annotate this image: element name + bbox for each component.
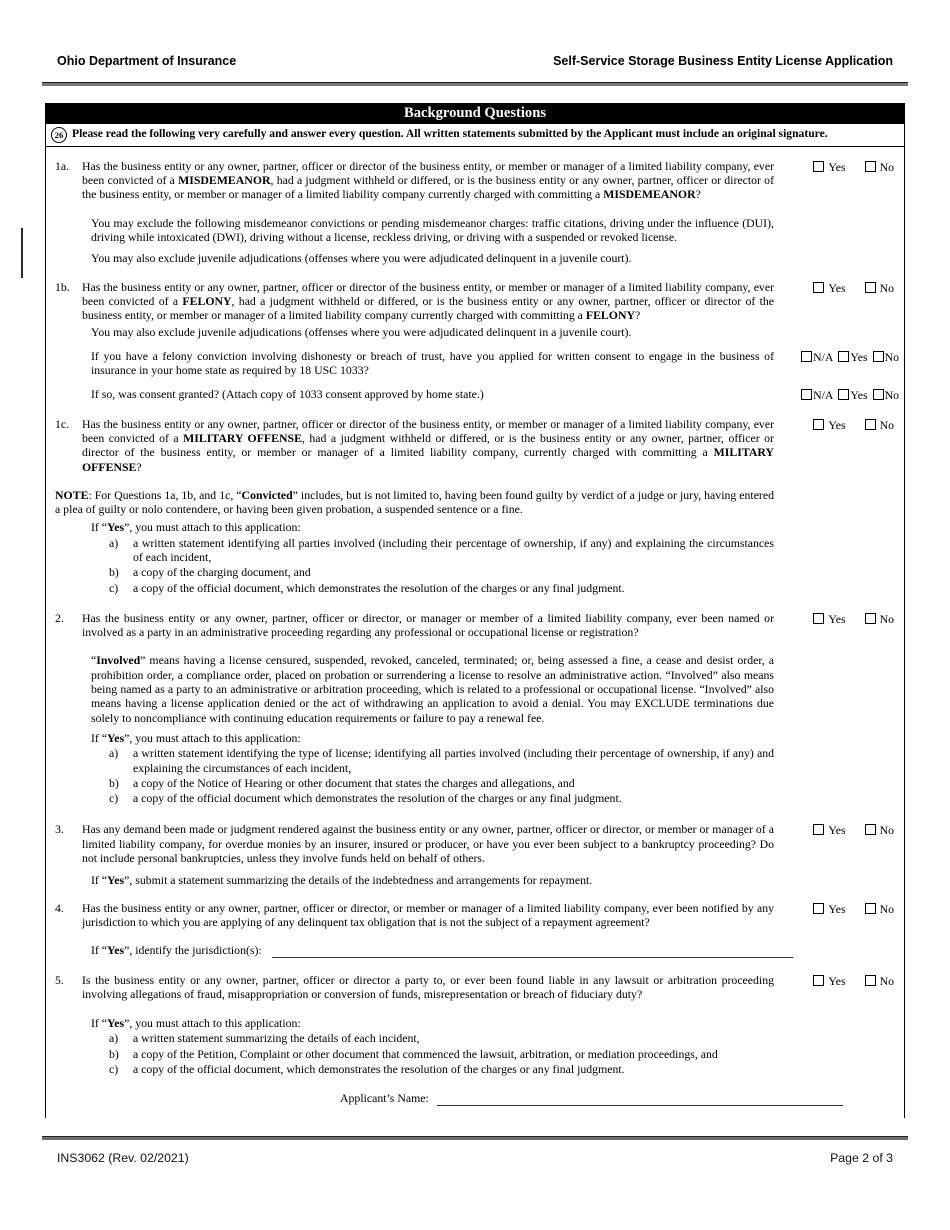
question-text <box>82 417 774 474</box>
checkbox-label: Yes <box>828 159 846 174</box>
checkbox-option <box>838 388 867 402</box>
question-row <box>46 901 904 930</box>
checkbox-label: No <box>879 611 894 626</box>
checkbox-option <box>813 281 845 295</box>
checkbox-option <box>813 160 845 174</box>
attachment-item-label: c) <box>109 580 119 595</box>
checkbox[interactable] <box>865 975 876 986</box>
question-number: 4. <box>55 900 64 915</box>
checkbox[interactable] <box>813 613 824 624</box>
note-paragraph <box>55 488 774 517</box>
page-footer <box>57 1151 893 1165</box>
checkbox-label: N/A <box>813 349 834 364</box>
attachment-item-text <box>133 536 774 565</box>
question-text <box>82 822 774 865</box>
attachment-item-label: c) <box>109 791 119 806</box>
question-number: 1b. <box>55 279 70 294</box>
page-header <box>57 55 893 69</box>
text-segment: “ <box>91 653 97 668</box>
checkbox[interactable] <box>865 419 876 430</box>
question-row <box>46 159 904 202</box>
question-number-badge: 26 <box>51 127 67 143</box>
question-text <box>82 280 774 323</box>
checkbox[interactable] <box>813 824 824 835</box>
question-text <box>82 159 774 202</box>
checkbox[interactable] <box>813 419 824 430</box>
question-row <box>46 973 904 1002</box>
question-number: 5. <box>55 972 64 987</box>
checkbox[interactable] <box>865 824 876 835</box>
attachment-item-text <box>133 1031 774 1045</box>
checkbox-option <box>865 160 894 174</box>
answer-options <box>774 387 904 402</box>
checkbox-option <box>813 823 845 837</box>
attachment-item-label: a) <box>109 535 119 550</box>
text-segment: FELONY <box>585 308 636 323</box>
answer-options <box>774 280 904 295</box>
checkbox-option <box>865 823 894 837</box>
checkbox-label: Yes <box>828 973 846 988</box>
explanatory-paragraph <box>91 325 774 339</box>
text-segment: ? <box>695 187 701 202</box>
text-segment: a copy of the official document, which demonstrates the resolution of the charges or any final judgment. <box>133 580 625 595</box>
page-indicator: Page 2 of 3 <box>830 1150 893 1165</box>
text-segment: NOTE <box>55 487 89 502</box>
question-number: 3. <box>55 822 64 837</box>
attachment-instructions <box>91 520 774 594</box>
attachment-item-label: a) <box>109 746 119 761</box>
background-questions-box <box>45 124 905 1118</box>
attachment-item-label: c) <box>109 1062 119 1076</box>
checkbox[interactable] <box>801 351 812 362</box>
attachment-item-label: b) <box>109 1046 119 1061</box>
checkbox-label: N/A <box>813 388 834 403</box>
answer-options <box>774 901 904 916</box>
attachment-item-label: b) <box>109 565 119 580</box>
checkbox-label: Yes <box>828 417 846 432</box>
explanatory-paragraph <box>91 653 774 724</box>
checkbox-label: No <box>884 349 899 364</box>
checkbox-option <box>813 902 845 916</box>
section-title: Background Questions <box>403 104 547 121</box>
checkbox-label: No <box>879 417 894 432</box>
text-segment: FELONY <box>182 293 232 308</box>
checkbox-option <box>801 350 833 364</box>
attachment-instructions <box>91 731 774 805</box>
attachment-intro <box>91 1016 774 1030</box>
text-segment: ? <box>635 308 641 323</box>
checkbox[interactable] <box>865 282 876 293</box>
text-segment: Involved <box>96 653 141 668</box>
text-segment: , had a judgment withheld or differed, or is the business entity or any owner, partner, officer or director of the business entity, or member or manager of a limited liability company, currently charged with committing a <box>82 430 774 460</box>
text-segment: Yes <box>107 943 125 958</box>
checkbox-label: No <box>884 388 899 403</box>
attachment-item <box>109 565 774 579</box>
jurisdiction-field-row <box>91 943 793 957</box>
text-segment: MILITARY OFFENSE <box>183 430 302 445</box>
question-number: 1c. <box>55 416 70 431</box>
attachment-item-text <box>133 1062 774 1076</box>
checkbox[interactable] <box>873 389 884 400</box>
applicant-name-row <box>340 1091 904 1105</box>
checkbox-option <box>873 350 899 364</box>
question-row <box>46 822 904 865</box>
checkbox[interactable] <box>838 389 849 400</box>
checkbox-label: No <box>879 280 894 295</box>
text-segment: If you have a felony conviction involving dishonesty or breach of trust, have you applied for written consent to engage in the business of insurance in your home state as required by 18 USC 1033? <box>91 348 774 378</box>
text-segment: ”, identify the jurisdiction(s): <box>124 943 262 958</box>
applicant-name-label: Applicant’s Name: <box>340 1091 429 1106</box>
question-text <box>82 901 774 930</box>
attachment-intro <box>91 520 774 534</box>
text-segment: You may also exclude juvenile adjudications (offenses where you were adjudicated delinquent in a juvenile court). <box>91 325 632 340</box>
checkbox-option <box>813 418 845 432</box>
attachment-item <box>109 746 774 775</box>
checkbox[interactable] <box>801 389 812 400</box>
text-segment: If “ <box>91 730 108 745</box>
form-number: INS3062 (Rev. 02/2021) <box>57 1150 189 1165</box>
checkbox[interactable] <box>813 282 824 293</box>
checkbox-option <box>865 974 894 988</box>
text-segment: ”, submit a statement summarizing the details of the indebtedness and arrangements for repayment. <box>124 873 593 888</box>
agency-name: Ohio Department of Insurance <box>57 54 237 68</box>
attachment-item-text <box>133 776 774 790</box>
checkbox-label: No <box>879 901 894 916</box>
attachment-item <box>109 1031 774 1045</box>
text-segment: , had a judgment withheld or differed, or is the business entity or any owner, partner, officer or director of the business entity, or member or manager of a limited liability company currently charged with committing a <box>82 173 774 202</box>
attachment-intro <box>91 731 774 745</box>
text-segment: You may also exclude juvenile adjudications (offenses where you were adjudicated delinquent in a juvenile court). <box>91 251 632 266</box>
checkbox-option <box>813 612 845 626</box>
attachment-item <box>109 536 774 565</box>
answer-options <box>774 611 904 626</box>
text-segment: a copy of the Notice of Hearing or other document that states the charges and allegations, and <box>133 775 575 790</box>
checkbox[interactable] <box>813 161 824 172</box>
form-title: Self-Service Storage Business Entity License Application <box>553 54 893 68</box>
explanatory-paragraph <box>91 251 774 265</box>
text-segment: Has the business entity or any owner, partner, officer or director of the business entity, or member or manager of a limited liability company, ever been convicted of a <box>82 416 774 445</box>
text-segment: ” means having a license censured, suspended, revoked, canceled, terminated; or, being assessed a fine, a cease and desist order, a prohibition order, a compliance order, placed on probation or surrendering a license to resolve an administrative action. “Involved” also means being named as a party to an administrative or arbitration proceeding, which is related to a professional or occupational license. “Involved” also means having a license application denied or the act of withdrawing an application to avoid a denial. You may EXCLUDE terminations due solely to noncompliance with continuing education requirements or failure to pay a renewal fee. <box>91 653 774 725</box>
header-divider <box>42 82 908 86</box>
attachment-item <box>109 791 774 805</box>
text-segment: Convicted <box>241 487 293 502</box>
text-segment: If “ <box>91 943 108 958</box>
checkbox-label: Yes <box>828 823 846 838</box>
checkbox-option <box>838 350 867 364</box>
text-segment: If “ <box>91 520 108 535</box>
checkbox-option <box>873 388 899 402</box>
checkbox-option <box>865 281 894 295</box>
text-segment: : For Questions 1a, 1b, and 1c, “ <box>88 487 242 502</box>
text-segment: Has the business entity or any owner, partner, officer or director of the business entity, or member or manager of a limited liability company, ever been convicted of a <box>82 158 774 188</box>
text-segment: Yes <box>107 873 125 888</box>
text-segment: MISDEMEANOR <box>178 173 271 188</box>
checkbox-label: Yes <box>828 901 846 916</box>
text-segment: ” includes, but is not limited to, having been found guilty by verdict of a judge or jury, having entered a plea of guilty or nolo contendere, or having been given probation, a suspended sentence or a fine. <box>55 487 774 517</box>
attachment-item-text <box>133 565 774 579</box>
text-segment: a copy of the Petition, Complaint or other document that commenced the lawsuit, arbitration, or mediation proceedings, and <box>133 1046 718 1061</box>
text-segment: Yes <box>107 520 125 535</box>
attachment-item-label: b) <box>109 775 119 790</box>
question-text <box>82 611 774 640</box>
text-segment: If so, was consent granted? (Attach copy of 1033 consent approved by home state.) <box>91 387 484 402</box>
field-label <box>91 943 262 957</box>
text-segment: Has any demand been made or judgment rendered against the business entity or any owner, partner, officer or director, or member or manager of a limited liability company, for overdue monies by an insurer, insured or producer, or have you ever been subject to a bankruptcy proceeding? Do not include personal bankruptcies, unless they involve funds held on behalf of others. <box>82 822 774 866</box>
attachment-item-text <box>133 581 774 595</box>
question-text <box>91 349 774 378</box>
instruction-text: Please read the following very carefully and answer every question. All written statements submitted by the Applicant must include an original signature. <box>72 126 828 140</box>
applicant-name-input-line[interactable] <box>437 1093 843 1106</box>
attachment-item <box>109 776 774 790</box>
footer-divider <box>42 1136 908 1140</box>
answer-options <box>774 417 904 432</box>
attachment-item <box>109 581 774 595</box>
text-segment: ? <box>136 459 142 474</box>
checkbox[interactable] <box>865 613 876 624</box>
text-segment: If “ <box>91 873 108 888</box>
checkbox[interactable] <box>838 351 849 362</box>
question-row <box>46 611 904 640</box>
section-title-bar <box>45 103 905 124</box>
answer-options <box>774 973 904 988</box>
attachment-item <box>109 1047 774 1061</box>
attachment-item <box>109 1062 774 1076</box>
scan-artifact-line <box>21 228 23 278</box>
subquestion-row <box>46 387 904 402</box>
question-text <box>82 973 774 1002</box>
question-row <box>46 280 904 323</box>
text-segment: Has the business entity or any owner, partner, officer or director of the business entity, or member or manager of a limited liability company, ever been convicted of a <box>82 279 774 308</box>
attachment-instructions <box>91 1016 774 1076</box>
checkbox-option <box>865 902 894 916</box>
checkbox[interactable] <box>873 351 884 362</box>
attachment-item-text <box>133 791 774 805</box>
checkbox[interactable] <box>813 975 824 986</box>
checkbox-label: Yes <box>850 388 868 403</box>
text-segment: MISDEMEANOR <box>603 187 696 202</box>
subquestion-row <box>46 349 904 378</box>
explanatory-paragraph <box>91 216 774 245</box>
question-number: 2. <box>55 610 64 625</box>
text-segment: Has the business entity or any owner, partner, officer or director, or manager or member of a limited liability company, ever been named or involved as a party in an administrative proceeding regarding any professional or occupational license or registration? <box>82 610 774 640</box>
attachment-item-label: a) <box>109 1031 119 1046</box>
text-segment: Yes <box>107 730 125 745</box>
checkbox-option <box>865 418 894 432</box>
text-segment: a written statement summarizing the details of each incident, <box>133 1031 420 1046</box>
question-text <box>91 387 774 401</box>
checkbox-label: Yes <box>828 280 846 295</box>
checkbox-label: No <box>879 159 894 174</box>
questions-container <box>46 159 904 1106</box>
text-segment: Has the business entity or any owner, partner, officer or director, or member or manager of a limited liability company, ever been notified by any jurisdiction to which you are applying of any delinquent tax obligation that is not the subject of a repayment agreement? <box>82 900 774 929</box>
checkbox-label: No <box>879 823 894 838</box>
text-segment: a copy of the official document which demonstrates the resolution of the charges or any final judgment. <box>133 791 622 806</box>
checkbox[interactable] <box>865 903 876 914</box>
text-segment: Yes <box>107 1016 125 1031</box>
checkbox[interactable] <box>813 903 824 914</box>
checkbox-label: Yes <box>828 611 846 626</box>
text-segment: a written statement identifying the type of license; identifying all parties involved (including their percentage of ownership, if any) and explaining the circumstances of each incident, <box>133 746 774 775</box>
answer-options <box>774 822 904 837</box>
text-segment: a copy of the charging document, and <box>133 565 311 580</box>
text-segment: ”, you must attach to this application: <box>124 1016 301 1031</box>
attachment-item-text <box>133 746 774 775</box>
text-segment: , had a judgment withheld or differed, or is the business entity or any owner, partner, officer or director of the business entity, or member or manager of a limited liability company currently charged with committing a <box>82 293 774 323</box>
jurisdiction-input-line[interactable] <box>272 945 793 958</box>
question-number: 1a. <box>55 158 70 173</box>
checkbox[interactable] <box>865 161 876 172</box>
explanatory-paragraph <box>91 873 774 887</box>
text-segment: ”, you must attach to this application: <box>124 520 301 535</box>
checkbox-option <box>813 974 845 988</box>
answer-options <box>774 159 904 174</box>
text-segment: a copy of the official document, which demonstrates the resolution of the charges or any final judgment. <box>133 1062 625 1076</box>
checkbox-label: No <box>879 973 894 988</box>
text-segment: If “ <box>91 1016 108 1031</box>
checkbox-option <box>801 388 833 402</box>
answer-options <box>774 349 904 364</box>
checkbox-label: Yes <box>850 349 868 364</box>
attachment-item-text <box>133 1047 774 1061</box>
checkbox-option <box>865 612 894 626</box>
question-row <box>46 417 904 474</box>
text-segment: Is the business entity or any owner, partner, officer or director a party to, or ever been found liable in any lawsuit or arbitration proceeding involving allegations of fraud, misappropriation or conversion of funds, misrepresentation or breach of fiduciary duty? <box>82 972 774 1001</box>
text-segment: You may exclude the following misdemeanor convictions or pending misdemeanor charges: traffic citations, driving under the influence (DUI), driving while intoxicated (DWI), driving without a license, reckless driving, or driving with a suspended or revoked license. <box>91 215 774 244</box>
text-segment: ”, you must attach to this application: <box>124 730 301 745</box>
text-segment: MILITARY OFFENSE <box>82 445 774 474</box>
instruction-row <box>46 124 904 147</box>
text-segment: a written statement identifying all parties involved (including their percentage of ownership, if any) and explaining the circumstances of each incident, <box>133 535 774 564</box>
